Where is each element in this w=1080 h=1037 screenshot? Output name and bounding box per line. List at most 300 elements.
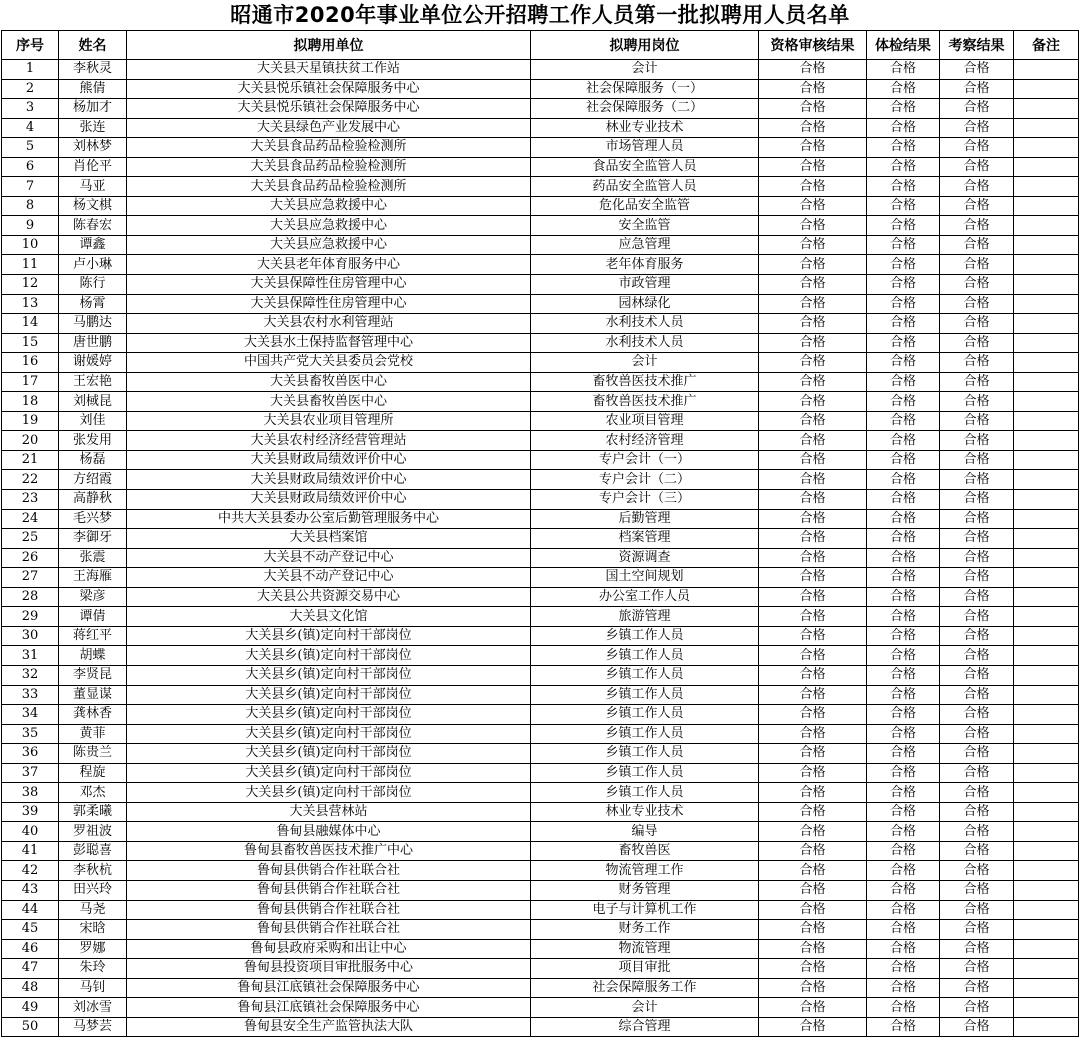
cell-qualification: 合格: [759, 79, 867, 99]
cell-position: 专户会计（二）: [531, 470, 759, 490]
cell-qualification: 合格: [759, 548, 867, 568]
cell-qualification: 合格: [759, 568, 867, 588]
cell-qualification: 合格: [759, 333, 867, 353]
cell-inspection: 合格: [940, 959, 1014, 979]
cell-inspection: 合格: [940, 665, 1014, 685]
cell-seq: 16: [2, 353, 59, 373]
table-row: [2, 372, 1079, 392]
cell-physical-exam: 合格: [867, 978, 940, 998]
header-name: 姓名: [59, 31, 127, 60]
cell-qualification: 合格: [759, 372, 867, 392]
cell-seq: 48: [2, 978, 59, 998]
cell-seq: 46: [2, 939, 59, 959]
cell-position: 乡镇工作人员: [531, 744, 759, 764]
cell-unit: 大关县绿色产业发展中心: [127, 118, 531, 138]
cell-inspection: 合格: [940, 939, 1014, 959]
cell-qualification: 合格: [759, 157, 867, 177]
cell-qualification: 合格: [759, 646, 867, 666]
cell-physical-exam: 合格: [867, 724, 940, 744]
cell-unit: 大关县悦乐镇社会保障服务中心: [127, 99, 531, 119]
cell-unit: 大关县乡(镇)定向村干部岗位: [127, 744, 531, 764]
cell-position: 乡镇工作人员: [531, 626, 759, 646]
cell-position: 乡镇工作人员: [531, 665, 759, 685]
table-row: [2, 685, 1079, 705]
cell-position: 社会保障服务工作: [531, 978, 759, 998]
cell-name: 黄菲: [59, 724, 127, 744]
table-row: [2, 1017, 1079, 1037]
cell-inspection: 合格: [940, 880, 1014, 900]
cell-unit: 大关县公共资源交易中心: [127, 587, 531, 607]
cell-seq: 5: [2, 138, 59, 158]
cell-qualification: 合格: [759, 959, 867, 979]
table-row: [2, 255, 1079, 275]
table-row: [2, 920, 1079, 940]
cell-name: 肖伦平: [59, 157, 127, 177]
cell-remarks: [1014, 998, 1079, 1018]
cell-qualification: 合格: [759, 685, 867, 705]
cell-qualification: 合格: [759, 353, 867, 373]
cell-unit: 鲁甸县江底镇社会保障服务中心: [127, 978, 531, 998]
cell-name: 毛兴梦: [59, 509, 127, 529]
cell-inspection: 合格: [940, 353, 1014, 373]
table-row: [2, 490, 1079, 510]
cell-name: 郭柔曦: [59, 802, 127, 822]
cell-qualification: 合格: [759, 920, 867, 940]
cell-inspection: 合格: [940, 275, 1014, 295]
table-row: [2, 978, 1079, 998]
cell-remarks: [1014, 959, 1079, 979]
cell-physical-exam: 合格: [867, 314, 940, 334]
cell-remarks: [1014, 607, 1079, 627]
cell-qualification: 合格: [759, 705, 867, 725]
table-row: [2, 60, 1079, 80]
cell-physical-exam: 合格: [867, 861, 940, 881]
cell-remarks: [1014, 333, 1079, 353]
cell-remarks: [1014, 470, 1079, 490]
cell-inspection: 合格: [940, 157, 1014, 177]
cell-position: 乡镇工作人员: [531, 685, 759, 705]
header-seq: 序号: [2, 31, 59, 60]
cell-physical-exam: 合格: [867, 275, 940, 295]
cell-position: 畜牧兽医: [531, 841, 759, 861]
cell-unit: 鲁甸县供销合作社联合社: [127, 861, 531, 881]
cell-seq: 2: [2, 79, 59, 99]
cell-inspection: 合格: [940, 431, 1014, 451]
cell-name: 梁彦: [59, 587, 127, 607]
cell-seq: 20: [2, 431, 59, 451]
page-title: 昭通市2020年事业单位公开招聘工作人员第一批拟聘用人员名单: [230, 3, 850, 27]
cell-name: 杨文棋: [59, 196, 127, 216]
table-row: [2, 431, 1079, 451]
cell-physical-exam: 合格: [867, 235, 940, 255]
cell-qualification: 合格: [759, 314, 867, 334]
cell-seq: 44: [2, 900, 59, 920]
cell-physical-exam: 合格: [867, 138, 940, 158]
cell-remarks: [1014, 196, 1079, 216]
cell-physical-exam: 合格: [867, 880, 940, 900]
cell-unit: 大关县畜牧兽医中心: [127, 372, 531, 392]
table-header-row: [2, 31, 1079, 60]
cell-name: 刘棫昆: [59, 392, 127, 412]
cell-remarks: [1014, 861, 1079, 881]
cell-qualification: 合格: [759, 841, 867, 861]
cell-physical-exam: 合格: [867, 607, 940, 627]
cell-physical-exam: 合格: [867, 763, 940, 783]
cell-seq: 24: [2, 509, 59, 529]
cell-inspection: 合格: [940, 920, 1014, 940]
cell-remarks: [1014, 568, 1079, 588]
cell-inspection: 合格: [940, 568, 1014, 588]
cell-physical-exam: 合格: [867, 705, 940, 725]
cell-position: 会计: [531, 60, 759, 80]
table-row: [2, 450, 1079, 470]
cell-inspection: 合格: [940, 118, 1014, 138]
cell-unit: 大关县不动产登记中心: [127, 548, 531, 568]
cell-position: 社会保障服务（一）: [531, 79, 759, 99]
cell-seq: 43: [2, 880, 59, 900]
table-row: [2, 470, 1079, 490]
cell-unit: 大关县保障性住房管理中心: [127, 275, 531, 295]
cell-qualification: 合格: [759, 783, 867, 803]
cell-position: 专户会计（一）: [531, 450, 759, 470]
cell-unit: 鲁甸县政府采购和出让中心: [127, 939, 531, 959]
cell-position: 后勤管理: [531, 509, 759, 529]
table-row: [2, 216, 1079, 236]
cell-unit: 大关县食品药品检验检测所: [127, 157, 531, 177]
cell-physical-exam: 合格: [867, 196, 940, 216]
cell-unit: 鲁甸县供销合作社联合社: [127, 900, 531, 920]
cell-name: 谭倩: [59, 607, 127, 627]
cell-inspection: 合格: [940, 724, 1014, 744]
cell-physical-exam: 合格: [867, 744, 940, 764]
cell-name: 王海雁: [59, 568, 127, 588]
cell-physical-exam: 合格: [867, 372, 940, 392]
cell-unit: 大关县乡(镇)定向村干部岗位: [127, 705, 531, 725]
cell-remarks: [1014, 939, 1079, 959]
cell-name: 张发用: [59, 431, 127, 451]
cell-seq: 41: [2, 841, 59, 861]
cell-name: 熊倩: [59, 79, 127, 99]
cell-remarks: [1014, 783, 1079, 803]
cell-remarks: [1014, 626, 1079, 646]
cell-position: 乡镇工作人员: [531, 705, 759, 725]
cell-name: 杨磊: [59, 450, 127, 470]
table-row: [2, 939, 1079, 959]
header-physical-exam: 体检结果: [867, 31, 940, 60]
cell-seq: 1: [2, 60, 59, 80]
table-row: [2, 333, 1079, 353]
cell-unit: 鲁甸县投资项目审批服务中心: [127, 959, 531, 979]
cell-physical-exam: 合格: [867, 802, 940, 822]
cell-inspection: 合格: [940, 705, 1014, 725]
cell-inspection: 合格: [940, 587, 1014, 607]
cell-qualification: 合格: [759, 235, 867, 255]
cell-inspection: 合格: [940, 138, 1014, 158]
cell-inspection: 合格: [940, 978, 1014, 998]
cell-position: 会计: [531, 998, 759, 1018]
cell-inspection: 合格: [940, 802, 1014, 822]
cell-qualification: 合格: [759, 177, 867, 197]
cell-physical-exam: 合格: [867, 353, 940, 373]
header-qualification: 资格审核结果: [759, 31, 867, 60]
cell-name: 刘林梦: [59, 138, 127, 158]
cell-qualification: 合格: [759, 744, 867, 764]
cell-physical-exam: 合格: [867, 900, 940, 920]
cell-physical-exam: 合格: [867, 959, 940, 979]
cell-seq: 14: [2, 314, 59, 334]
cell-physical-exam: 合格: [867, 665, 940, 685]
table-row: [2, 548, 1079, 568]
table-row: [2, 822, 1079, 842]
cell-position: 水利技术人员: [531, 314, 759, 334]
header-position: 拟聘用岗位: [531, 31, 759, 60]
cell-position: 畜牧兽医技术推广: [531, 372, 759, 392]
header-remarks: 备注: [1014, 31, 1079, 60]
cell-inspection: 合格: [940, 763, 1014, 783]
cell-seq: 17: [2, 372, 59, 392]
table-row: [2, 646, 1079, 666]
cell-position: 专户会计（三）: [531, 490, 759, 510]
cell-inspection: 合格: [940, 470, 1014, 490]
cell-name: 马鹏达: [59, 314, 127, 334]
cell-inspection: 合格: [940, 548, 1014, 568]
table-row: [2, 118, 1079, 138]
cell-physical-exam: 合格: [867, 99, 940, 119]
cell-position: 市场管理人员: [531, 138, 759, 158]
cell-qualification: 合格: [759, 196, 867, 216]
cell-position: 林业专业技术: [531, 802, 759, 822]
cell-name: 李秋杭: [59, 861, 127, 881]
cell-name: 方绍霞: [59, 470, 127, 490]
cell-name: 李贤昆: [59, 665, 127, 685]
cell-position: 农业项目管理: [531, 411, 759, 431]
cell-name: 马梦芸: [59, 1017, 127, 1037]
cell-seq: 4: [2, 118, 59, 138]
cell-inspection: 合格: [940, 235, 1014, 255]
cell-unit: 鲁甸县融媒体中心: [127, 822, 531, 842]
table-row: [2, 99, 1079, 119]
cell-unit: 大关县老年体育服务中心: [127, 255, 531, 275]
cell-physical-exam: 合格: [867, 60, 940, 80]
cell-unit: 大关县食品药品检验检测所: [127, 138, 531, 158]
cell-inspection: 合格: [940, 685, 1014, 705]
cell-remarks: [1014, 118, 1079, 138]
cell-seq: 7: [2, 177, 59, 197]
cell-inspection: 合格: [940, 314, 1014, 334]
cell-qualification: 合格: [759, 216, 867, 236]
table-row: [2, 959, 1079, 979]
cell-remarks: [1014, 646, 1079, 666]
cell-inspection: 合格: [940, 392, 1014, 412]
cell-name: 董显谋: [59, 685, 127, 705]
cell-inspection: 合格: [940, 99, 1014, 119]
cell-qualification: 合格: [759, 607, 867, 627]
table-row: [2, 177, 1079, 197]
cell-seq: 45: [2, 920, 59, 940]
cell-remarks: [1014, 490, 1079, 510]
cell-inspection: 合格: [940, 450, 1014, 470]
cell-physical-exam: 合格: [867, 587, 940, 607]
cell-unit: 大关县畜牧兽医中心: [127, 392, 531, 412]
cell-seq: 32: [2, 665, 59, 685]
cell-name: 宋晗: [59, 920, 127, 940]
cell-seq: 6: [2, 157, 59, 177]
cell-seq: 19: [2, 411, 59, 431]
cell-unit: 鲁甸县供销合作社联合社: [127, 880, 531, 900]
cell-physical-exam: 合格: [867, 392, 940, 412]
cell-physical-exam: 合格: [867, 490, 940, 510]
cell-unit: 大关县文化馆: [127, 607, 531, 627]
table-row: [2, 587, 1079, 607]
cell-position: 综合管理: [531, 1017, 759, 1037]
cell-name: 龚林香: [59, 705, 127, 725]
table-row: [2, 744, 1079, 764]
cell-qualification: 合格: [759, 138, 867, 158]
cell-qualification: 合格: [759, 275, 867, 295]
table-row: [2, 392, 1079, 412]
cell-remarks: [1014, 763, 1079, 783]
cell-name: 杨加才: [59, 99, 127, 119]
cell-remarks: [1014, 1017, 1079, 1037]
cell-remarks: [1014, 900, 1079, 920]
cell-qualification: 合格: [759, 294, 867, 314]
cell-position: 财务工作: [531, 920, 759, 940]
cell-unit: 大关县保障性住房管理中心: [127, 294, 531, 314]
header-inspection: 考察结果: [940, 31, 1014, 60]
cell-name: 唐世鹏: [59, 333, 127, 353]
cell-physical-exam: 合格: [867, 783, 940, 803]
cell-qualification: 合格: [759, 900, 867, 920]
table-row: [2, 314, 1079, 334]
cell-seq: 40: [2, 822, 59, 842]
cell-position: 档案管理: [531, 529, 759, 549]
table-row: [2, 802, 1079, 822]
cell-remarks: [1014, 138, 1079, 158]
cell-inspection: 合格: [940, 196, 1014, 216]
cell-position: 畜牧兽医技术推广: [531, 392, 759, 412]
candidate-table: [1, 30, 1079, 1037]
cell-seq: 18: [2, 392, 59, 412]
cell-inspection: 合格: [940, 900, 1014, 920]
cell-position: 老年体育服务: [531, 255, 759, 275]
cell-unit: 大关县应急救援中心: [127, 235, 531, 255]
cell-qualification: 合格: [759, 626, 867, 646]
cell-physical-exam: 合格: [867, 920, 940, 940]
cell-inspection: 合格: [940, 646, 1014, 666]
cell-inspection: 合格: [940, 626, 1014, 646]
cell-qualification: 合格: [759, 118, 867, 138]
cell-physical-exam: 合格: [867, 685, 940, 705]
cell-unit: 大关县食品药品检验检测所: [127, 177, 531, 197]
cell-seq: 49: [2, 998, 59, 1018]
cell-remarks: [1014, 529, 1079, 549]
cell-qualification: 合格: [759, 1017, 867, 1037]
cell-unit: 大关县农村水利管理站: [127, 314, 531, 334]
table-row: [2, 157, 1079, 177]
cell-seq: 29: [2, 607, 59, 627]
cell-inspection: 合格: [940, 255, 1014, 275]
cell-unit: 大关县乡(镇)定向村干部岗位: [127, 646, 531, 666]
cell-qualification: 合格: [759, 411, 867, 431]
cell-position: 水利技术人员: [531, 333, 759, 353]
table-row: [2, 275, 1079, 295]
cell-remarks: [1014, 79, 1079, 99]
cell-physical-exam: 合格: [867, 529, 940, 549]
cell-inspection: 合格: [940, 294, 1014, 314]
table-row: [2, 294, 1079, 314]
cell-position: 国土空间规划: [531, 568, 759, 588]
cell-name: 邓杰: [59, 783, 127, 803]
cell-position: 应急管理: [531, 235, 759, 255]
cell-inspection: 合格: [940, 1017, 1014, 1037]
cell-remarks: [1014, 978, 1079, 998]
cell-name: 程旋: [59, 763, 127, 783]
cell-seq: 11: [2, 255, 59, 275]
cell-inspection: 合格: [940, 998, 1014, 1018]
cell-name: 刘佳: [59, 411, 127, 431]
cell-qualification: 合格: [759, 724, 867, 744]
cell-inspection: 合格: [940, 177, 1014, 197]
cell-seq: 23: [2, 490, 59, 510]
cell-position: 会计: [531, 353, 759, 373]
cell-physical-exam: 合格: [867, 1017, 940, 1037]
cell-unit: 大关县农村经济经营管理站: [127, 431, 531, 451]
cell-inspection: 合格: [940, 529, 1014, 549]
cell-physical-exam: 合格: [867, 118, 940, 138]
cell-qualification: 合格: [759, 978, 867, 998]
cell-remarks: [1014, 705, 1079, 725]
cell-position: 物流管理工作: [531, 861, 759, 881]
cell-physical-exam: 合格: [867, 509, 940, 529]
cell-position: 资源调查: [531, 548, 759, 568]
cell-seq: 33: [2, 685, 59, 705]
cell-qualification: 合格: [759, 529, 867, 549]
cell-position: 园林绿化: [531, 294, 759, 314]
cell-physical-exam: 合格: [867, 255, 940, 275]
cell-name: 刘冰雪: [59, 998, 127, 1018]
table-row: [2, 529, 1079, 549]
cell-remarks: [1014, 235, 1079, 255]
cell-physical-exam: 合格: [867, 157, 940, 177]
cell-seq: 13: [2, 294, 59, 314]
cell-seq: 35: [2, 724, 59, 744]
cell-qualification: 合格: [759, 431, 867, 451]
table-row: [2, 998, 1079, 1018]
cell-seq: 31: [2, 646, 59, 666]
cell-remarks: [1014, 216, 1079, 236]
cell-remarks: [1014, 880, 1079, 900]
cell-qualification: 合格: [759, 99, 867, 119]
cell-physical-exam: 合格: [867, 568, 940, 588]
cell-unit: 大关县悦乐镇社会保障服务中心: [127, 79, 531, 99]
cell-unit: 大关县财政局绩效评价中心: [127, 470, 531, 490]
cell-unit: 鲁甸县供销合作社联合社: [127, 920, 531, 940]
cell-remarks: [1014, 177, 1079, 197]
cell-seq: 28: [2, 587, 59, 607]
cell-unit: 大关县营林站: [127, 802, 531, 822]
cell-name: 卢小琳: [59, 255, 127, 275]
table-row: [2, 607, 1079, 627]
table-row: [2, 79, 1079, 99]
cell-physical-exam: 合格: [867, 841, 940, 861]
cell-remarks: [1014, 587, 1079, 607]
cell-position: 安全监管: [531, 216, 759, 236]
cell-remarks: [1014, 548, 1079, 568]
cell-position: 旅游管理: [531, 607, 759, 627]
cell-name: 王宏艳: [59, 372, 127, 392]
cell-unit: 鲁甸县安全生产监管执法大队: [127, 1017, 531, 1037]
cell-remarks: [1014, 920, 1079, 940]
